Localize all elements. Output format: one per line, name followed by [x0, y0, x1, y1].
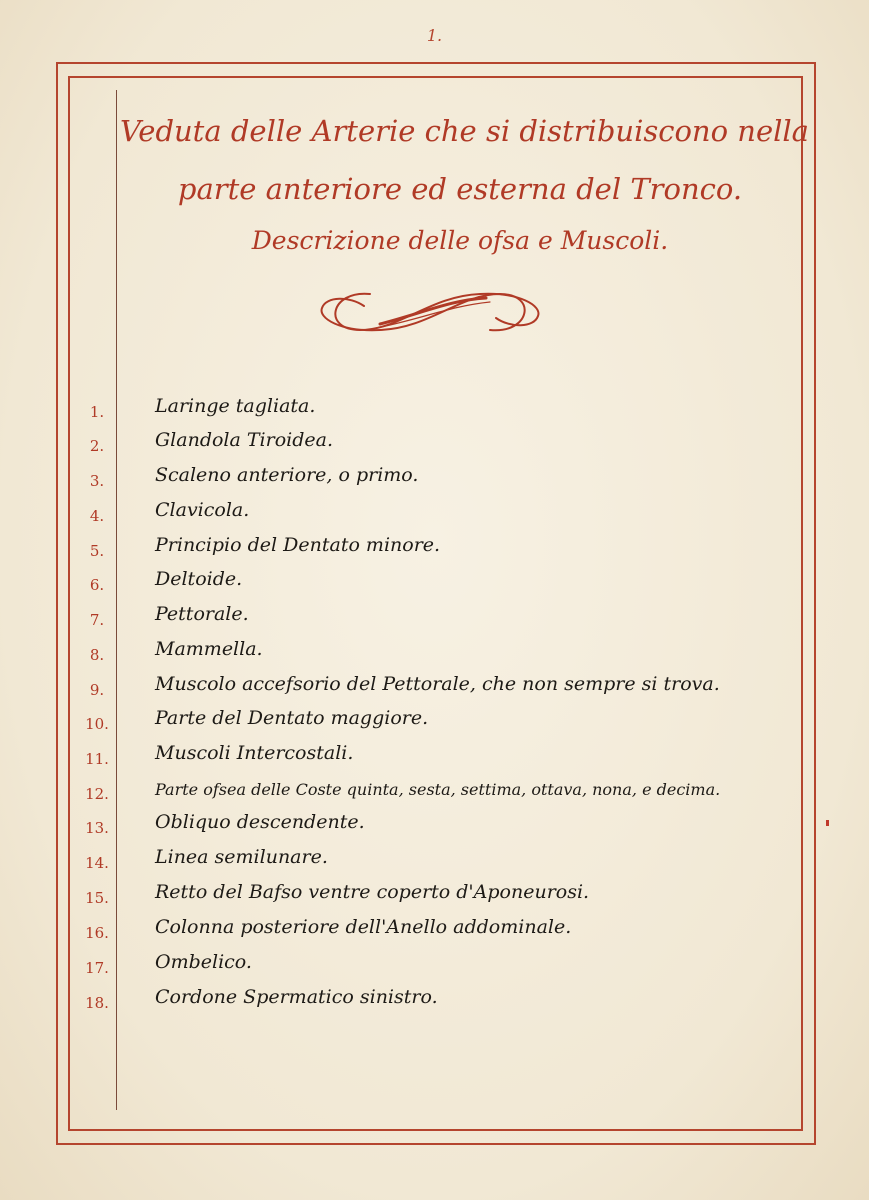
- list-item: [0, 777, 869, 807]
- entry-text: Parte ofsea delle Coste quinta, sesta, settima, ottava, nona, e decima.: [155, 780, 721, 799]
- entry-text: Scaleno anteriore, o primo.: [155, 464, 419, 486]
- list-item: [0, 395, 869, 425]
- entry-number: 13.: [85, 819, 109, 837]
- entry-number: 11.: [85, 750, 109, 768]
- entry-number: 14.: [85, 854, 109, 872]
- subtitle: Descrizione delle ofsa e Muscoli.: [251, 226, 669, 255]
- list-item: [0, 464, 869, 494]
- list-item: [0, 916, 869, 946]
- title-line-1: Veduta delle Arterie che si distribuiscono nella: [120, 114, 809, 148]
- entry-number: 6.: [89, 576, 105, 594]
- list-item: [0, 499, 869, 529]
- entry-text: Cordone Spermatico sinistro.: [155, 986, 438, 1008]
- entry-text: Principio del Dentato minore.: [155, 534, 441, 556]
- entry-number: 15.: [85, 889, 109, 907]
- list-item: [0, 568, 869, 598]
- entry-text: Pettorale.: [155, 603, 249, 625]
- entry-text: Mammella.: [155, 638, 263, 660]
- list-item: [0, 603, 869, 633]
- entry-number: 18.: [85, 994, 109, 1012]
- entry-text: Muscolo accefsorio del Pettorale, che non sempre si trova.: [155, 673, 720, 695]
- calligraphic-flourish-ornament: [310, 284, 550, 340]
- entry-text: Glandola Tiroidea.: [155, 429, 333, 451]
- entry-text: Ombelico.: [155, 951, 252, 973]
- list-item: [0, 707, 869, 737]
- title-line-2: parte anteriore ed esterna del Tronco.: [177, 172, 743, 206]
- list-item: [0, 534, 869, 564]
- entry-number: 10.: [85, 715, 109, 733]
- entry-text: Laringe tagliata.: [155, 395, 316, 417]
- list-item: [0, 742, 869, 772]
- page-number: 1.: [426, 26, 443, 45]
- list-item: [0, 638, 869, 668]
- entry-number: 9.: [89, 681, 105, 699]
- entry-text: Retto del Bafso ventre coperto d'Aponeurosi.: [155, 881, 590, 903]
- entry-text: Obliquo descendente.: [155, 811, 365, 833]
- entry-text: Parte del Dentato maggiore.: [155, 707, 429, 729]
- ink-mark: [826, 820, 829, 826]
- list-item: [0, 673, 869, 703]
- list-item: [0, 881, 869, 911]
- list-item: [0, 811, 869, 841]
- list-item: [0, 429, 869, 459]
- entry-text: Muscoli Intercostali.: [155, 742, 354, 764]
- entry-number: 17.: [85, 959, 109, 977]
- list-item: [0, 986, 869, 1016]
- entry-number: 7.: [89, 611, 105, 629]
- list-item: [0, 846, 869, 876]
- entry-text: Clavicola.: [155, 499, 250, 521]
- entry-number: 16.: [85, 924, 109, 942]
- entry-text: Linea semilunare.: [155, 846, 328, 868]
- entry-number: 2.: [89, 437, 105, 455]
- entry-number: 1.: [89, 403, 105, 421]
- entry-text: Colonna posteriore dell'Anello addominale.: [155, 916, 572, 938]
- entry-number: 3.: [89, 472, 105, 490]
- entry-number: 4.: [89, 507, 105, 525]
- entry-number: 5.: [89, 542, 105, 560]
- list-item: [0, 951, 869, 981]
- entry-text: Deltoide.: [155, 568, 243, 590]
- entry-number: 12.: [85, 785, 109, 803]
- entry-number: 8.: [89, 646, 105, 664]
